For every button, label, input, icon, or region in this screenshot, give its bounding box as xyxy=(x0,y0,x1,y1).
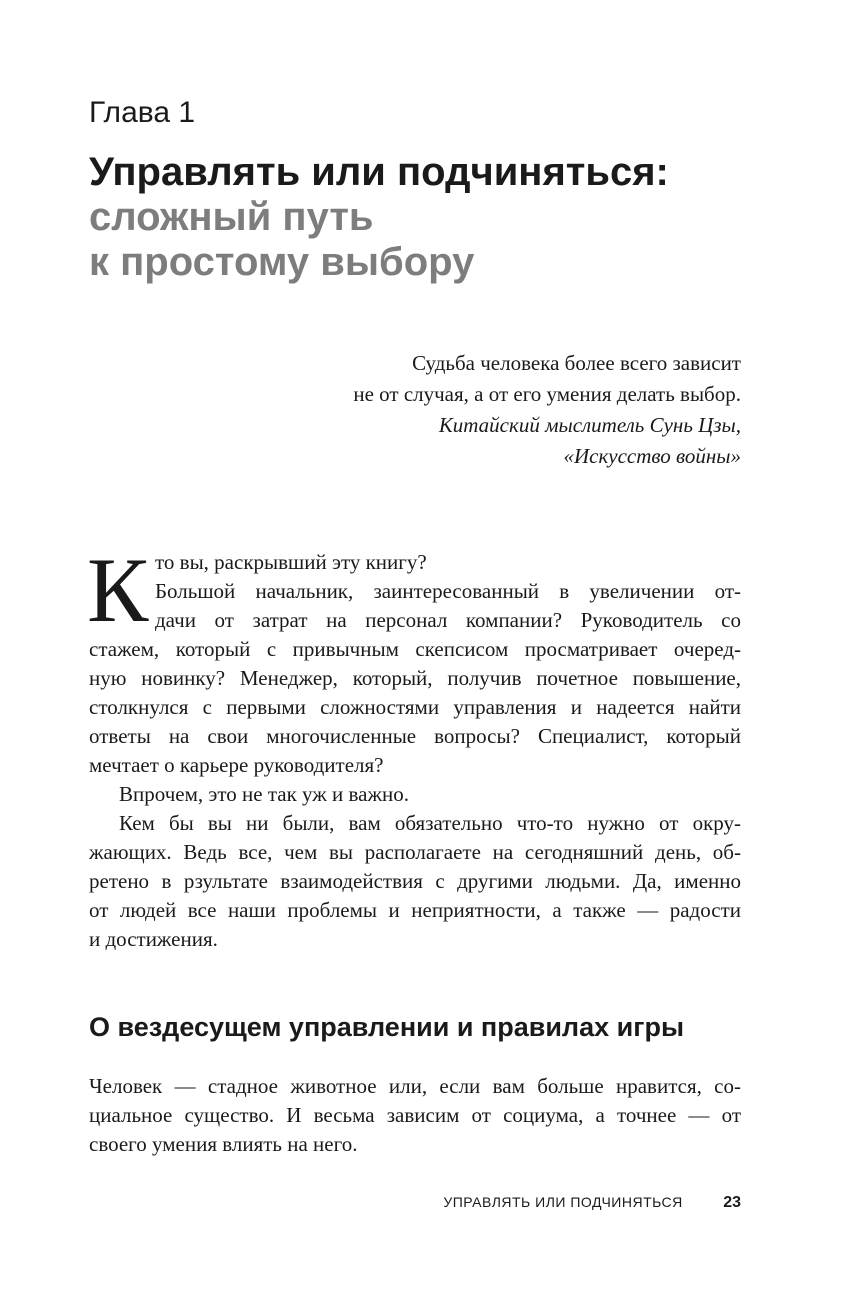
text-line: жающих. Ведь все, чем вы располагаете на сегодняшний день, об- xyxy=(89,840,741,864)
section-paragraph xyxy=(89,1072,741,1159)
chapter-title-sub-line: сложный путь xyxy=(89,195,374,239)
text-line: Впрочем, это не так уж и важно. xyxy=(119,782,409,806)
text-line: от людей все наши проблемы и неприятности, а также — радости xyxy=(89,898,741,922)
text-line: дачи от затрат на персонал компании? Руководитель со xyxy=(155,608,741,632)
text-line: Человек — стадное животное или, если вам больше нравится, со- xyxy=(89,1074,741,1098)
text-line: Кем бы вы ни были, вам обязательно что-то нужно от окру- xyxy=(119,811,741,835)
text-line: то вы, раскрывший эту книгу? xyxy=(155,550,427,574)
text-line: ную новинку? Менеджер, который, получив почетное повышение, xyxy=(89,666,741,690)
text-line: стажем, который с привычным скепсисом просматривает очеред- xyxy=(89,637,741,661)
epigraph-attribution-line: Китайский мыслитель Сунь Цзы, xyxy=(438,413,741,437)
epigraph-quote-line: Судьба человека более всего зависит xyxy=(412,351,741,375)
section-heading: О вездесущем управлении и правилах игры xyxy=(89,1012,685,1042)
intro-paragraph-1 xyxy=(87,539,741,954)
chapter-title xyxy=(89,150,669,285)
epigraph-attribution-line: «Искусство войны» xyxy=(563,444,741,468)
chapter-label: Глава 1 xyxy=(89,96,196,129)
text-line: мечтает о карьере руководителя? xyxy=(89,753,384,777)
text-line: и достижения. xyxy=(89,927,218,951)
epigraph xyxy=(241,348,741,472)
chapter-title-sub-line: к простому выбору xyxy=(89,240,475,284)
epigraph-quote-line: не от случая, а от его умения делать выбор. xyxy=(353,382,741,406)
page-footer xyxy=(443,1194,741,1212)
text-line: циальное существо. И весьма зависим от социума, а точнее — от xyxy=(89,1103,741,1127)
text-line: Большой начальник, заинтересованный в увеличении от- xyxy=(155,579,741,603)
drop-cap: К xyxy=(87,539,149,641)
text-line: ретено в рзультате взаимодействия с другими людьми. Да, именно xyxy=(89,869,741,893)
chapter-title-main: Управлять или подчиняться: xyxy=(89,150,669,194)
text-line: ответы на свои многочисленные вопросы? Специалист, который xyxy=(89,724,741,748)
text-line: своего умения влиять на него. xyxy=(89,1132,358,1156)
running-title: УПРАВЛЯТЬ ИЛИ ПОДЧИНЯТЬСЯ xyxy=(443,1194,683,1210)
page-number: 23 xyxy=(723,1194,741,1211)
text-line: столкнулся с первыми сложностями управления и надеется найти xyxy=(89,695,741,719)
